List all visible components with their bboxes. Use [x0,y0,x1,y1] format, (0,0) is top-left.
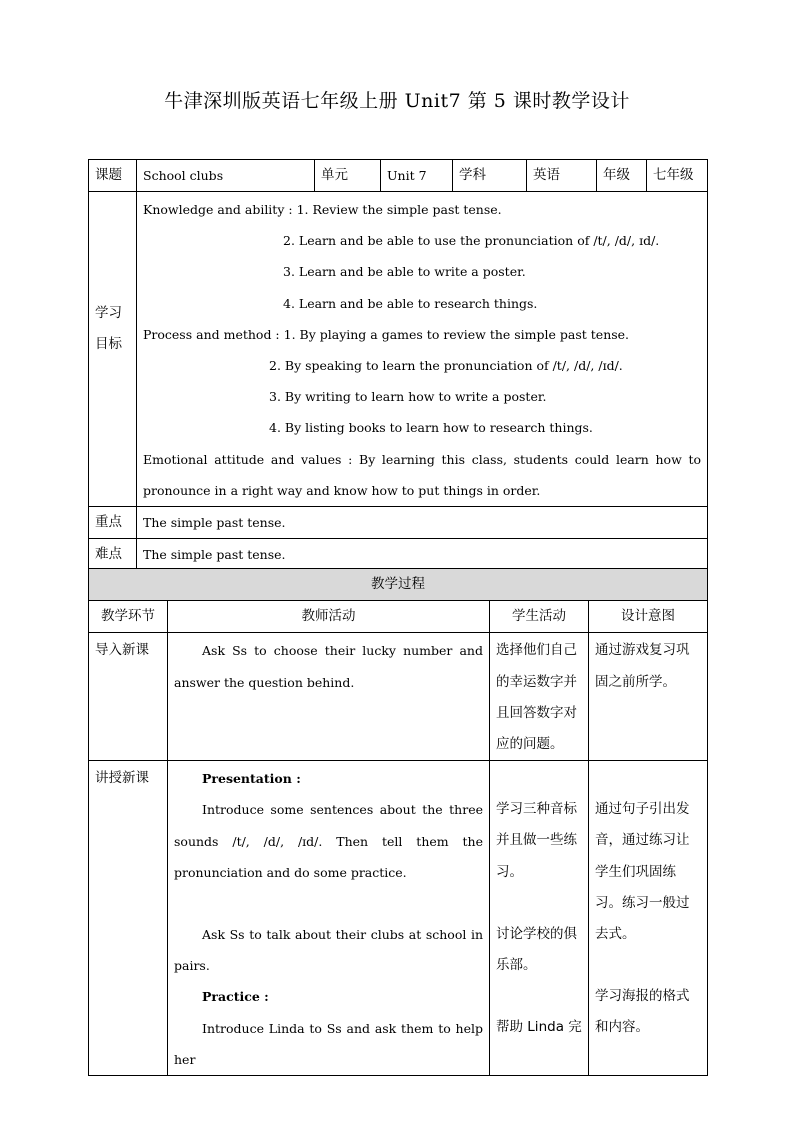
teaching-process-table [88,568,708,1076]
objectives-label-text: 学习目标 [95,305,122,353]
intent-text: 通过句子引出发音，通过练习让学生们巩固练习。练习一般过去式。 [595,801,690,943]
knowledge-item: 3. Learn and be able to write a poster. [283,264,526,280]
student-text: 学习三种音标并且做一些练习。 [496,801,577,880]
column-header: 教学环节 [89,601,168,633]
knowledge-item: 4. Learn and be able to research things. [283,295,538,311]
difficult-point-value: The simple past tense. [137,539,708,571]
key-point-label: 重点 [89,507,137,539]
knowledge-item: 2. Learn and be able to use the pronunciation of /t/, /d/, ɪd/. [283,233,660,249]
subject-label: 学科 [453,160,527,192]
teacher-text: Introduce some sentences about the three sounds /t/, /d/, /ɪd/. Then tell them the pronunciation and do some practice. [174,802,483,880]
student-text: 讨论学校的俱乐部。 [496,925,577,974]
teacher-activity [168,761,490,1076]
intent-text: 学习海报的格式和内容。 [595,988,690,1036]
practice-label: Practice : [202,989,269,1005]
grade-label: 年级 [597,160,647,192]
stage-cell: 讲授新课 [89,761,168,1076]
subject-value: 英语 [527,160,597,192]
teacher-text: Ask Ss to choose their lucky number and answer the question behind. [174,643,483,690]
presentation-label: Presentation : [202,771,301,787]
design-intent [589,761,708,1076]
unit-value: Unit 7 [381,160,453,192]
teacher-text: Ask Ss to talk about their clubs at school in pairs. [174,927,483,974]
process-heading: 教学过程 [89,569,708,601]
process-item: 3. By writing to learn how to write a poster. [269,389,547,405]
teacher-activity [168,633,490,761]
knowledge-item: 1. Review the simple past tense. [296,202,502,217]
stage-cell: 导入新课 [89,633,168,761]
topic-label: 课题 [89,160,137,192]
column-header: 设计意图 [589,601,708,633]
lesson-info-table [88,159,708,571]
difficult-point-label: 难点 [89,539,137,571]
process-item: 4. By listing books to learn how to research things. [269,420,593,436]
teacher-text: Introduce Linda to Ss and ask them to help her [174,1020,483,1067]
emotional-objective: Emotional attitude and values : By learning this class, students could learn how to pronounce in a right way and know how to put things in order. [143,451,701,498]
unit-label: 单元 [315,160,381,192]
process-item: 2. By speaking to learn the pronunciation of /t/, /d/, /ɪd/. [269,358,623,374]
column-header: 学生活动 [490,601,589,633]
objectives-content [137,192,708,507]
process-prefix: Process and method : [143,326,280,342]
column-header: 教师活动 [168,601,490,633]
topic-value: School clubs [137,160,315,192]
student-activity: 选择他们自己的幸运数字并且回答数字对应的问题。 [490,633,589,761]
key-point-value: The simple past tense. [137,507,708,539]
student-text: 帮助 Linda 完 [496,1019,582,1036]
page-title: 牛津深圳版英语七年级上册 Unit7 第 5 课时教学设计 [164,90,630,112]
grade-value: 七年级 [647,160,708,192]
design-intent: 通过游戏复习巩固之前所学。 [589,633,708,761]
student-activity [490,761,589,1076]
process-item: 1. By playing a games to review the simple past tense. [283,326,630,342]
knowledge-prefix: Knowledge and ability : [143,202,293,217]
objectives-label [89,192,137,507]
